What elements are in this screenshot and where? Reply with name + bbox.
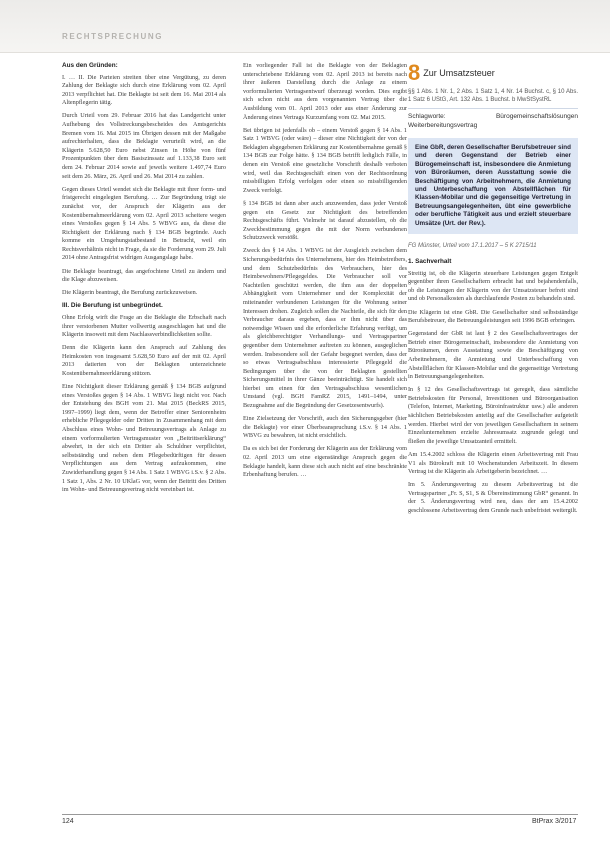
- paragraph: Die Beklagte beantragt, das angefochtene Urteil zu ändern und die Klage abzuweisen.: [62, 267, 226, 284]
- paragraph: Am 15.4.2002 schloss die Klägerin einen Arbeitsvertrag mit Frau V1 als Bürokraft mit 10 Wochenstunden Arbeitszeit. In diesem Vertrag ist die Klägerin als Arbeitgeberin bezeichnet. …: [408, 450, 578, 476]
- paragraph: I. … II. Die Parteien streiten über eine Vergütung, zu deren Zahlung der Beklagte sich durch eine Erklärung vom 02. April 2013 verpflichtet hat. Die Beklagte ist seit dem 16. Mai 2014 als Altenpflegerin tätig.: [62, 73, 226, 107]
- paragraph: Denn die Klägerin kann den Anspruch auf Zahlung des Heimkosten von insgesamt 5.628,50 Euro auf der mit 02. April 2013 datierten von der Beklagten unterzeichnete Kostenübernahmeerklärung stützen.: [62, 344, 226, 377]
- subsection-heading: 1. Sachverhalt: [408, 258, 452, 266]
- paragraph: Durch Urteil vom 29. Februar 2016 hat das Landgericht unter Aufhebung des Vollstreckungsbescheides des Amtsgerichts Bremen vom 16. Mai 2015 im Übrigen dessen mit der Maßgabe aufrechterhalten, dass die Beklagte verurteilt wird, an die Klägerin 5.628,50 Euro nebst Zinsen in Höhe von fünf Prozentpunkten über dem Basiszinssatz auf 1.133,38 Euro seit dem 24. Februar 2014 sowie auf jeweils weitere 1.497,74 Euro seit dem 26. März, 26. April und 26. Mai 2014 zu zahlen.: [62, 112, 226, 180]
- paragraph: Ein vorliegender Fall ist die Beklagte von der Beklagten unterschriebene Erklärung vom 02. April 2013 ist bereits nach ihrer äußeren Darstellung durch die Anlage zu einem vorformulierten Vertragsentwurf überzeugt worden. Dies ergibt sich schon nicht aus dem vorgenannten Vertrag über die Ausbildung vom 01. April 2013 oder aus einer Änderung zur Änderung eines Vertrags Kurzumfang vom 02. Mai 2015.: [243, 62, 407, 121]
- headnote-box: Eine GbR, deren Gesellschafter Berufsbetreuer sind und deren Gegenstand der Betrieb einer Bürogemeinschaft ist, insbesondere die Anmietung von Büroräumen, deren Ausstattung sowie die Beschäftigung von Arbeitnehmern, die Anmietung und Unterbeschaffung von Abstellflächen für Klassen-Mobilar und die gegenseitige Vertretung in Betreuungsangelegenheiten, übt eine gewerbliche oder berufliche Tätigkeit aus und erzielt steuerbare Umsätze (Urt. der Rev.).: [408, 138, 578, 234]
- article-title: Zur Umsatzsteuer: [423, 67, 495, 78]
- page-number: 124: [62, 818, 74, 825]
- paragraph: Die Klägerin beantragt, die Berufung zurückzuweisen.: [62, 289, 198, 297]
- paragraph: § 134 BGB ist dann aber auch anzuwenden, dass jeder Verstoß gegen ein Gesetz zur Nichtigkeit des betreffenden Rechtsgeschäfts führt. Vielmehr ist darauf abzustellen, ob die Zweckbestimmung gegen die mit der Norm verbundenen Schutzzweck verstößt.: [243, 199, 407, 242]
- paragraph: Zweck des § 14 Abs. 1 WBVG ist der Ausgleich zwischen dem Sicherungsbedürfnis des Unternehmens, hier des Heimbetreibers, und dem Schutzbedürfnis des Verbrauchers, hier des Heimbewohners/Pflegegeldes. Die Verbraucher soll vor Nachteilen geschützt werden, die ihm aus der doppelten Abhängigkeit vom Unternehmer und der Komplexität der miteinander verbundenen Leistungen für die Wohnung seiner Interessen drohen. Zugleich sollen die Nachteile, die sich für den Verbraucher daraus ergeben, dass er ihm nicht über das notwendige Wissen und die erforderliche Erfahrung verfügt, um als gleichberechtigter Verhandlungs- und Vertragspartner gegenüber dem Unternehmer auftreten zu können, ausgeglichen werden. Insbesondere soll der Gefahr begegnet werden, dass der so etwas Vertragsabschluss interessierte Pflegegeld die Bedingungen über die von der Beklagten gestellten Sicherungsmittel in ihrer Gänze beeinträchtigt. Sie handelt sich hierbei um einen für den Vertragsabschluss wesentlichen Umstand (vgl. BGH FamRZ 2015, 1491–1494, unter Bezugnahme auf die Begründung der Gesetzesentwurfs).: [243, 247, 407, 410]
- paragraph: Da es sich bei der Forderung der Klägerin aus der Erklärung vom 02. April 2013 um eine eigenständige Anspruch gegen die Beklagte handelt, kann diese sich auch nicht auf eine beschränkte Erbenhaftung berufen. …: [243, 445, 407, 479]
- subsection-heading: III. Die Berufung ist unbegründet.: [62, 302, 163, 310]
- paragraph: Die Klägerin ist eine GbR. Die Gesellschafter sind selbstständige Berufsbetreuer, die Betreuungsleistungen seit 1996 BGB erbringen.: [408, 308, 578, 325]
- paragraph: Gegenstand der GbR ist laut § 2 des Gesellschaftsvertrages der Betrieb einer Bürogemeinschaft, insbesondere die Anmietung von Büroräumen, deren Ausstattung sowie die Beschäftigung von Arbeitnehmern, die Anmietung und Unterbeschaffung von Abstellflächen für Klassen-Mobilar und die gegenseitige Vertretung in Betreuungsangelegenheiten.: [408, 330, 578, 381]
- footer-divider: [62, 814, 578, 815]
- statute-references: §§ 1 Abs. 1 Nr. 1, 2 Abs. 1 Satz 1, 4 Nr. 14 Buchst. c, § 10 Abs. 1 Satz 6 UStG, Art. 132 Abs. 1 Buchst. b MwStSystRL: [408, 89, 578, 103]
- paragraph: Bei übrigen ist jedenfalls ob – einem Verstoß gegen § 14 Abs. 1 Satz 1 WBVG (oder wäre) – dieser eine Nichtigkeit der von der Beklagten abgegebenen Erklärung zur Kostenübernahme gemäß § 134 BGB zur Folge hätte. § 134 BGB betrifft lediglich Fälle, in denen ein Verstoß eine gesetzliche Vorschrift deshalb verboten wird, weil das Rechtsgeschäft einen von der Rechtsordnung missbilligten Erfolg verfolgen oder einen so missbilligenden Zweck verfolgt.: [243, 126, 407, 194]
- text-column-3: [408, 62, 578, 520]
- paragraph: Gegen dieses Urteil wendet sich die Beklagte mit ihrer form- und fristgerecht eingelegten Berufung. … Zur Begründung trägt sie zunächst vor, der Anspruch der Klägerin aus der Kostenübernahmeerklärung vom 02. April 2013 scheitere wegen eines Verstoßes gegen § 14 Abs. 5 WBVG aus, da diese die Richtigkeit der Erklärung nach § 134 BGB begründe. Auch komme ein Umgehungstatbestand in Betracht, weil ein Rechtsverhältnis nicht in Frage, da sie die Forderung vom 29. Juli 2014 ohne Antragsfrist widrigen Ausgangslage habe.: [62, 185, 226, 262]
- paragraph: Streitig ist, ob die Klägerin steuerbare Leistungen gegen Entgelt gegenüber ihren Gesellschaftern erbracht hat und bejahendenfalls, ob die Leistungen der Klägerin von der Umsatzsteuer befreit sind und ob Personalkosten als durchlaufende Posten zu behandeln sind.: [408, 269, 578, 303]
- journal-reference: BtPrax 3/2017: [532, 818, 577, 825]
- court-citation: FG Münster, Urteil vom 17.1.2017 – 5 K 2715/11: [408, 243, 537, 250]
- keywords: Schlagworte: Bürogemeinschaftslösungen Weiterbereitungsvertrag: [408, 108, 578, 130]
- text-column-1: [62, 62, 226, 499]
- page-header: [0, 0, 610, 53]
- paragraph: In § 12 des Gesellschaftsvertrags ist geregelt, dass sämtliche Betriebskosten für Personal, Investitionen und Büroorganisation (Telefon, Internet, Marketing, Büroinfrastruktur usw.) alle anderen sächlichen Betriebskosten anteilig auf die Gesellschafter aufgeteilt werden. Hierbei wird der von jeweiligen Gesellschaftern in seinem Einzelunternehmen erzielte Jahresumsatz zugrunde gelegt und fließen die jeweilige Umsatzanteil ermittelt.: [408, 386, 578, 445]
- paragraph: Ohne Erfolg wirft die Frage an die Beklagte die Erbschaft nach ihrer verstorbenen Mutter vollwertig ausgeschlagen hat und die Klägerin insoweit mit dem Nachlassverbindlichkeiten sollte.: [62, 313, 226, 339]
- article-number: 8: [408, 60, 421, 85]
- article-heading: [408, 62, 578, 84]
- paragraph: Eine Zielsetzung der Vorschrift, auch den Sicherungsgeber (hier die Beklagte) vor einer Überbeanspruchung i.S.v. § 14 Abs. 1 WBVG zu bewahren, ist nicht ersichtlich.: [243, 415, 407, 440]
- text-column-2: [243, 62, 407, 484]
- paragraph: Eine Nichtigkeit dieser Erklärung gemäß § 134 BGB aufgrund eines Verstoßes gegen § 14 Abs. 1 WBVG liegt nicht vor. Nach der Entstehung des BGH vom 21. Mai 2015 (BeckRS 2015, 1997–1999) liegt dem, wenn der Betroffer einer Seniorenheim erhebliche Pflegegelder oder Dritten in Zusammenhang mit dem Abschluss eines Wohn- und Betreuungsvertrags als Anlage zu einem vorformulierten Vertragsmuster von „Beitrittserklärung“ abwehrt, in der sich ein Dritter als Schuldner verpflichtet, selbstständig und neben dem Pflegebedürftigen für dessen Verpflichtungen aus dem Vertrag aufzukommen, eine Zuwiderhandlung gegen § 14 Abs. 1 Satz 1 WBVG i.S.v. § 2 Abs. 1 Satz 1, Abs. 2 Nr. 10 UKlaG vor, wenn der Beitritt des Dritten im Wohn- und Betreuungsvertrag nicht vereinbart ist.: [62, 383, 226, 494]
- paragraph: Im 5. Änderungsvertrag zu diesem Arbeitsvertrag ist die Vertragspartner „Fr. S, S1, S & Übereinstimmung GbR“ genannt. In der 5. Änderungsvertrag wird neu, dass der am 15.4.2002 geschlossene Arbeitsvertrag dem Grunde nach unbefristet weitergilt.: [408, 481, 578, 514]
- section-heading: Aus den Gründen:: [62, 62, 118, 69]
- section-header-title: RECHTSPRECHUNG: [62, 32, 164, 41]
